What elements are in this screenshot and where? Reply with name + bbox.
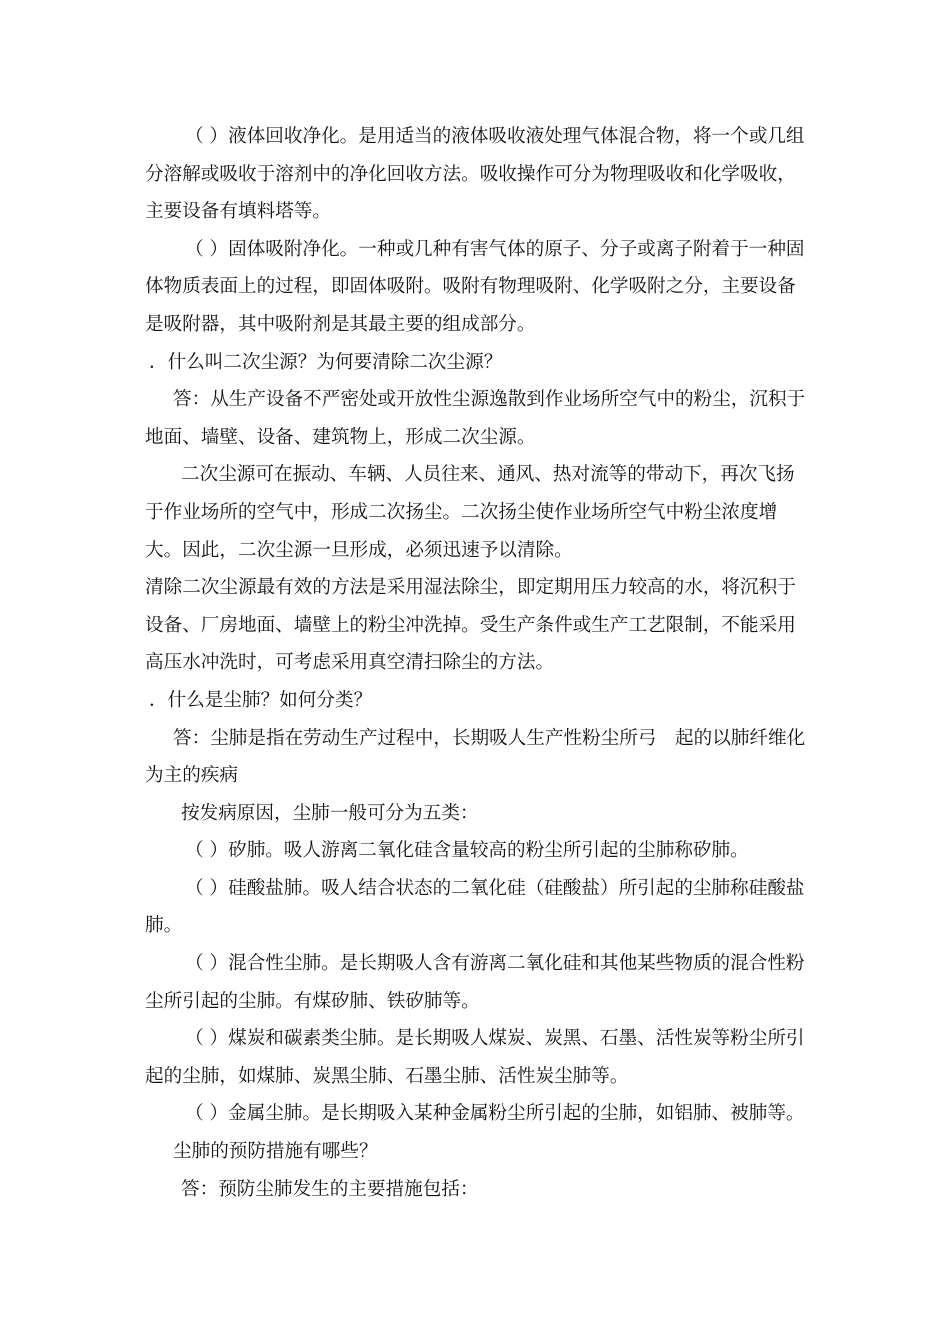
paragraph-classification-intro: 按发病原因，尘肺一般可分为五类： (181, 802, 479, 824)
question-pneumoconiosis: ．什么是尘肺？如何分类？ (149, 689, 373, 711)
paragraph-liquid-absorption: （ ）液体回收净化。是用适当的液体吸收液处理气体混合物，将一个或几组分溶解或吸收于溶剂中的净化回收方法。吸收操作可分为物理吸收和化学吸收，主要设备有填料塔等。 (145, 126, 805, 223)
list-item-coal-carbon-pneumoconiosis: （ ）煤炭和碳素类尘肺。是长期吸人煤炭、炭黑、石墨、活性炭等粉尘所引起的尘肺，如煤肺、炭黑尘肺、石墨尘肺、活性炭尘肺等。 (145, 1028, 805, 1087)
list-item-metal-pneumoconiosis: （ ）金属尘肺。是长期吸入某种金属粉尘所引起的尘肺，如铝肺、被肺等。 (185, 1103, 805, 1125)
list-item-mixed-pneumoconiosis: （ ）混合性尘肺。是长期吸人含有游离二氧化硅和其他某些物质的混合性粉尘所引起的尘肺。有煤矽肺、铁矽肺等。 (145, 953, 805, 1012)
question-prevention-measures: 尘肺的预防措施有哪些？ (173, 1141, 378, 1163)
answer-prevention-measures: 答：预防尘肺发生的主要措施包括： (181, 1178, 479, 1200)
question-secondary-dust-source: ．什么叫二次尘源？为何要清除二次尘源？ (149, 351, 503, 373)
answer-secondary-dust-source: 答：从生产设备不严密处或开放性尘源逸散到作业场所空气中的粉尘，沉积于地面、墙壁、设备、建筑物上，形成二次尘源。 (145, 389, 806, 448)
paragraph-secondary-dust-removal: 清除二次尘源最有效的方法是采用湿法除尘，即定期用压力较高的水，将沉积于设备、厂房地面、墙壁上的粉尘冲洗掉。受生产条件或生产工艺限制，不能采用高压水冲洗时，可考虑采用真空清扫除尘的方法。 (145, 577, 796, 674)
document-body (145, 118, 810, 1208)
paragraph-solid-adsorption: （ ）固体吸附净化。一种或几种有害气体的原子、分子或离子附着于一种固体物质表面上的过程，即固体吸附。吸附有物理吸附、化学吸附之分，主要设备是吸附器，其中吸附剂是其最主要的组成部分。 (145, 238, 805, 335)
list-item-silicosis: （ ）矽肺。吸人游离二氧化硅含量较高的粉尘所引起的尘肺称矽肺。 (185, 840, 749, 862)
list-item-silicatosis: （ ）硅酸盐肺。吸人结合状态的二氧化硅（硅酸盐）所引起的尘肺称硅酸盐肺。 (145, 877, 805, 937)
answer-pneumoconiosis: 答：尘肺是指在劳动生产过程中，长期吸人生产性粉尘所弓 起的以肺纤维化为主的疾病 (145, 727, 806, 787)
paragraph-secondary-dust-raising: 二次尘源可在振动、车辆、人员往来、通风、热对流等的带动下，再次飞扬于作业场所的空气中，形成二次扬尘。二次扬尘使作业场所空气中粉尘浓度增大。因此，二次尘源一旦形成，必须迅速予以清除。 (145, 464, 795, 561)
